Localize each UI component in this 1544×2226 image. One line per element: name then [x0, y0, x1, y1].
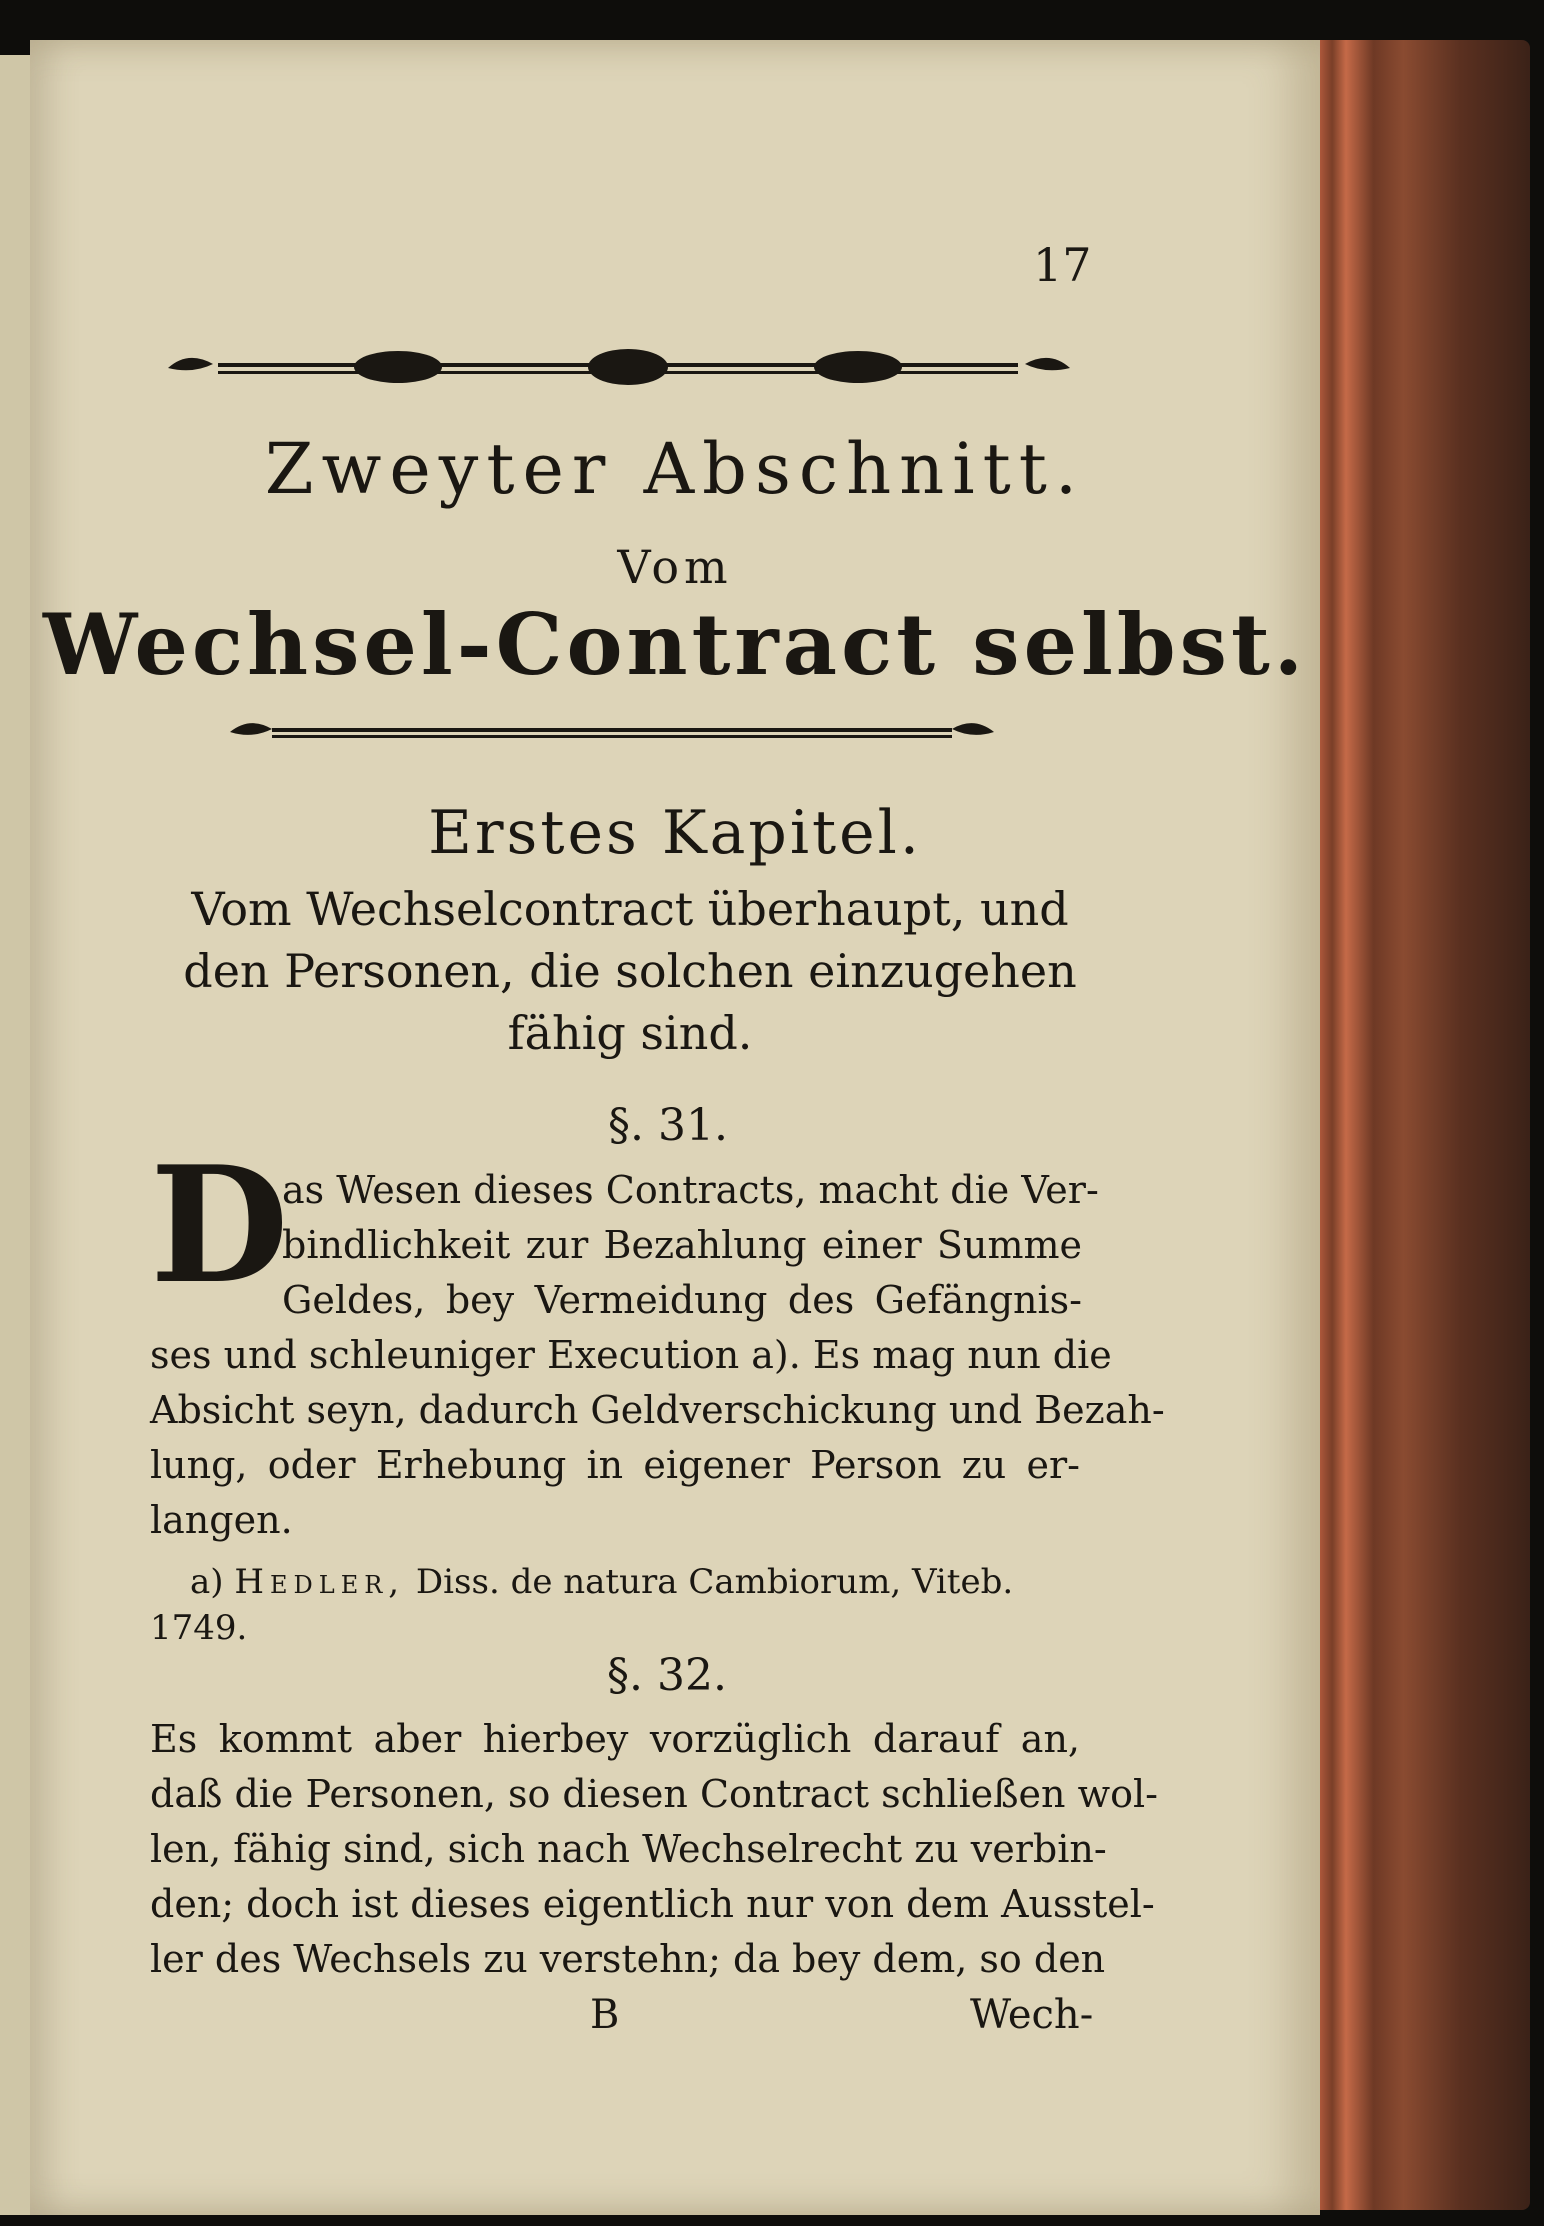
- chapter-title: Erstes Kapitel.: [428, 798, 922, 868]
- text-line: den; doch ist dieses eigentlich nur von dem Ausstel-: [150, 1882, 1155, 1926]
- paragraph-mark-32: §. 32.: [607, 1650, 727, 1701]
- section-heading: Zweyter Abschnitt.: [264, 428, 1086, 510]
- chapter-subtitle: Vom Wechselcontract überhaupt, und den Personen, die solchen einzugehen fähig sind.: [183, 882, 1077, 1060]
- text-line: bindlichkeit zur Bezahlung einer Summe: [282, 1223, 1082, 1267]
- text-line: as Wesen dieses Contracts, macht die Ver-: [282, 1168, 1099, 1212]
- text-line: Geldes, bey Vermeidung des Gefängnis-: [282, 1278, 1082, 1322]
- text-line: Es kommt aber hierbey vorzüglich darauf an,: [150, 1717, 1080, 1761]
- signature-mark: B: [590, 1992, 620, 2038]
- text-line: lung, oder Erhebung in eigener Person zu er-: [150, 1443, 1080, 1487]
- footnote-year: 1749.: [150, 1608, 248, 1648]
- footnote: [150, 1562, 1080, 1602]
- footnote-text: Diss. de natura Cambiorum, Viteb.: [415, 1562, 1014, 1602]
- paragraph-mark-31: §. 31.: [608, 1100, 728, 1151]
- facing-page-edge: [0, 55, 32, 2215]
- catchword: Wech-: [970, 1992, 1094, 2038]
- footnote-marker: a): [190, 1562, 224, 1602]
- divider-ornament: [222, 712, 1002, 752]
- header-ornament: [158, 345, 1080, 391]
- text-line: Absicht seyn, dadurch Geldverschickung und Bezah-: [150, 1388, 1165, 1432]
- book-fore-edge: [1300, 40, 1530, 2210]
- section-vom: Vom: [617, 540, 733, 594]
- text-line: langen.: [150, 1498, 293, 1542]
- text-line: daß die Personen, so diesen Contract schließen wol-: [150, 1772, 1158, 1816]
- drop-cap: D: [150, 1131, 289, 1319]
- page-number: 17: [1033, 238, 1092, 292]
- footnote-author: Hedler,: [234, 1562, 406, 1602]
- section-subject: Wechsel-Contract selbst.: [42, 595, 1307, 694]
- text-line: ses und schleuniger Execution a). Es mag nun die: [150, 1333, 1112, 1377]
- text-line: ler des Wechsels zu verstehn; da bey dem, so den: [150, 1937, 1106, 1981]
- text-line: len, fähig sind, sich nach Wechselrecht zu verbin-: [150, 1827, 1107, 1871]
- book-page: [30, 40, 1320, 2215]
